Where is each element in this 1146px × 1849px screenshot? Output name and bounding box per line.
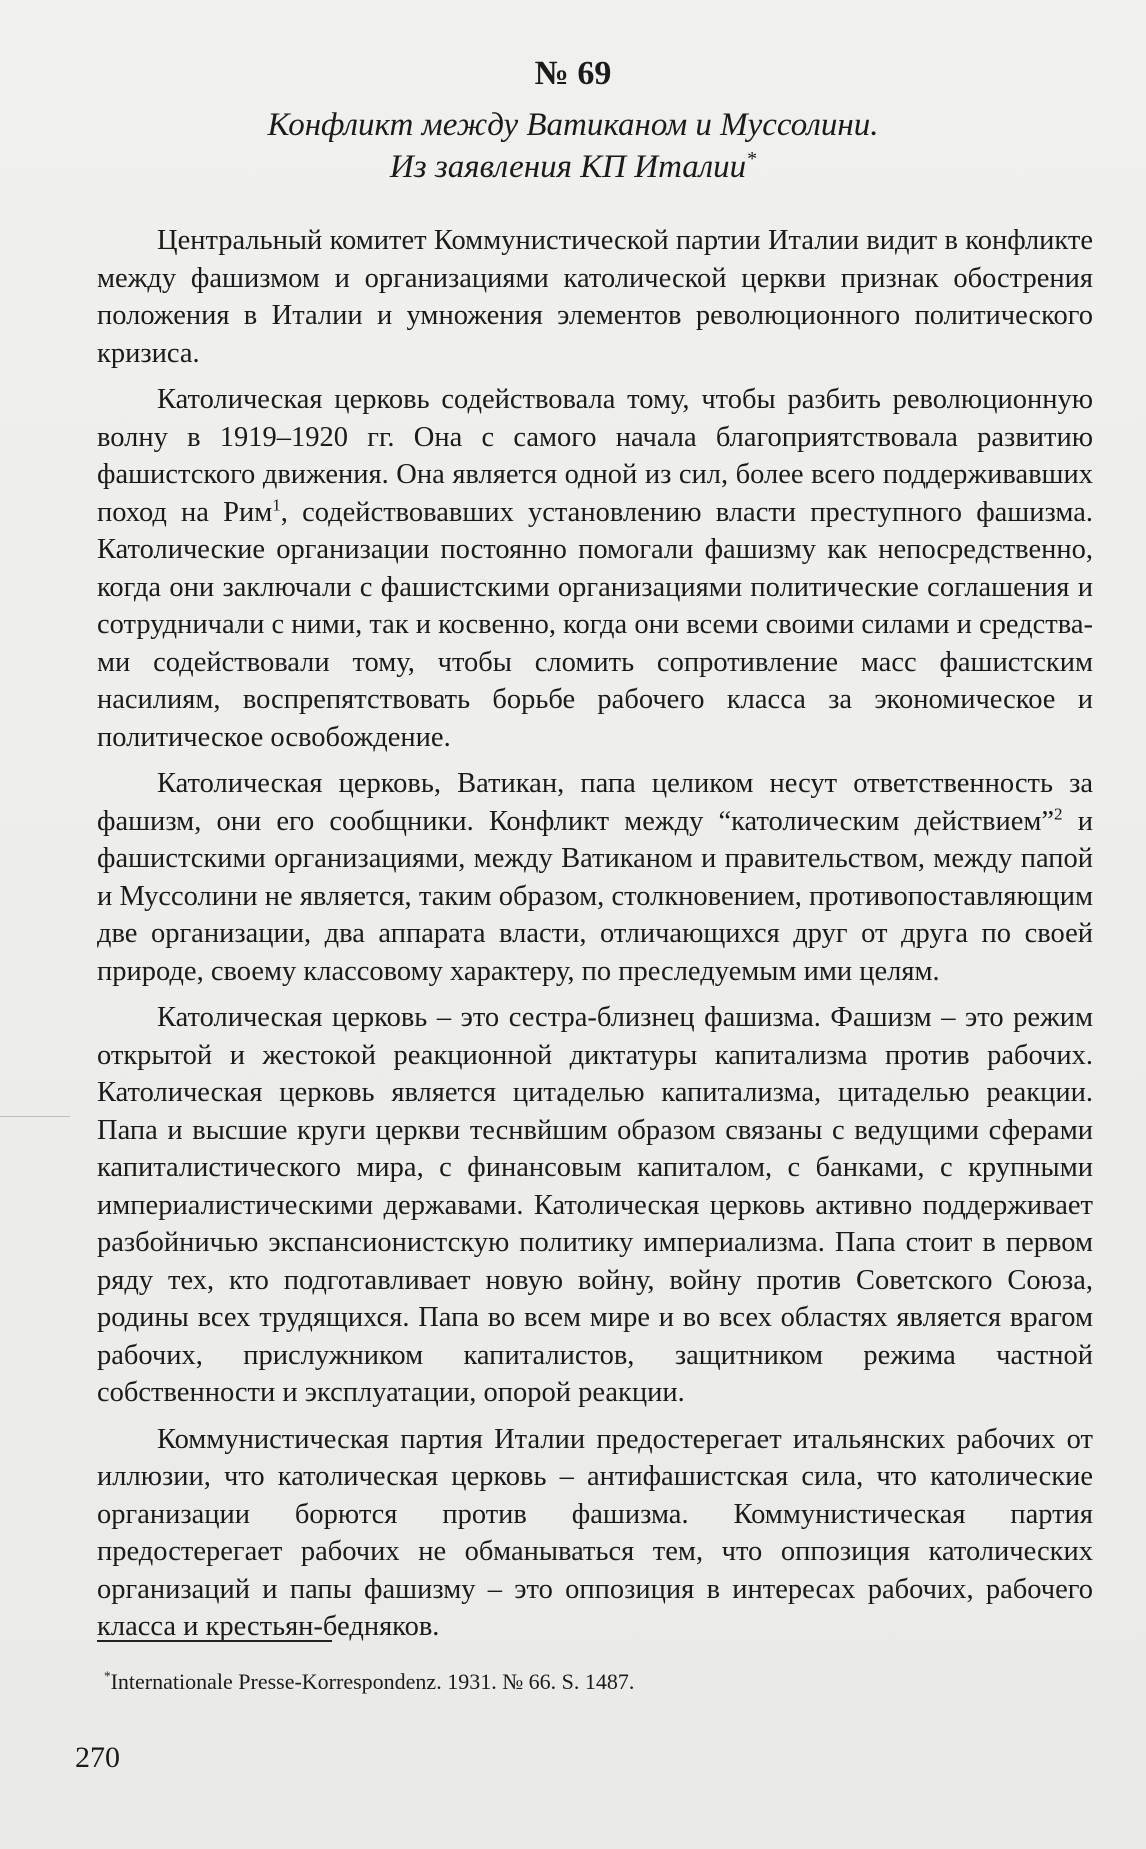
footnote xyxy=(104,1668,634,1696)
paragraph-2 xyxy=(97,381,1093,756)
document-header xyxy=(0,52,1146,188)
footnote-text: Internationale Presse-Korrespondenz. 1931. № 66. S. 1487. xyxy=(110,1669,635,1694)
paragraph-2-part-b: , содействовавших установлению власти преступного фашизма. Католические организации постоянно помогали фашизму как непосредственно, когда они заключали с фашистскими организациями политические соглашения и сотрудничали с ними, так и косвенно, когда они всеми своими силами и средствами содействовали тому, чтобы сломить сопротивление масс фашистским насилиям, воспрепятствовать борьбе рабочего класса за экономическое и политическое освобождение. xyxy=(97,496,1093,753)
body-text xyxy=(97,222,1093,1655)
subtitle-text: Из заявления КП Италии xyxy=(389,149,747,185)
document-number: № 69 xyxy=(534,55,612,92)
paragraph-1: Центральный комитет Коммунистической партии Италии видит в конфликте между фашизмом и организациями католической церкви признак обострения положения в Италии и умножения элементов революционного политического кризиса. xyxy=(97,225,1093,369)
paragraph-2-part-a: Католическая церковь содействовала тому, чтобы разбить революционную волну в 1919–1920 гг. Она с самого начала благоприятствовала развитию фашистского движения. Она является одной из сил, более всего поддерживавших поход на Рим xyxy=(97,384,1093,528)
footnote-mark: * xyxy=(104,1668,111,1684)
document-subtitle xyxy=(0,146,1146,188)
margin-divider xyxy=(0,1116,70,1117)
page-number: 270 xyxy=(75,1741,120,1774)
document-title: Конфликт между Ватиканом и Муссолини. xyxy=(267,107,879,143)
paragraph-4: Католическая церковь – это сестра-близнец фашизма. Фашизм – это режим открытой и жестокой реакционной диктатуры капитализма против рабочих. Католическая церковь является цитаделью капитализма, цитаделью реакции. Папа и высшие круги церкви теснвйшим образом связаны с ведущими сферами капиталистического мира, с финансовым капиталом, с банками, с крупными империалистическими державами. Католическая церковь активно поддерживает разбойничью экспансионистскую политику империализма. Папа стоит в первом ряду тех, кто подготавливает новую войну, войну против Советского Союза, родины всех трудящихся. Папа во всем мире и во всех областях является врагом рабочих, прислужником капиталистов, защитником режима частной собственности и эксплуатации, опорой реакции. xyxy=(97,1002,1093,1408)
paragraph-3 xyxy=(97,765,1093,990)
subtitle-footnote-mark: * xyxy=(746,148,757,170)
paragraph-5: Коммунистическая партия Италии предостерегает итальянских рабочих от иллюзии, что католическая церковь – антифашистская сила, что католические организации борются против фашизма. Коммунистическая партия предостерегает рабочих не обманываться тем, что оппозиция католических организаций и папы фашизму – это оппозиция в интересах рабочих, рабочего класса и крестьян-бедняков. xyxy=(97,1423,1093,1642)
footnote-ref-1: 1 xyxy=(272,495,281,514)
paragraph-3-part-b: и фашистскими организациями, между Ватиканом и правительством, между папой и Муссолини не является, таким образом, столкновением, противопоставляющим две организации, два аппарата власти, отличающихся друг от друга по своей природе, своему классовому характеру, по преследуемым ими целям. xyxy=(97,805,1093,987)
footnote-rule xyxy=(97,1640,332,1642)
footnote-ref-2: 2 xyxy=(1054,804,1063,823)
paragraph-3-part-a: Католическая церковь, Ватикан, папа целиком несут ответственность за фашизм, они его сообщники. Конфликт между “католическим действием” xyxy=(97,768,1093,837)
